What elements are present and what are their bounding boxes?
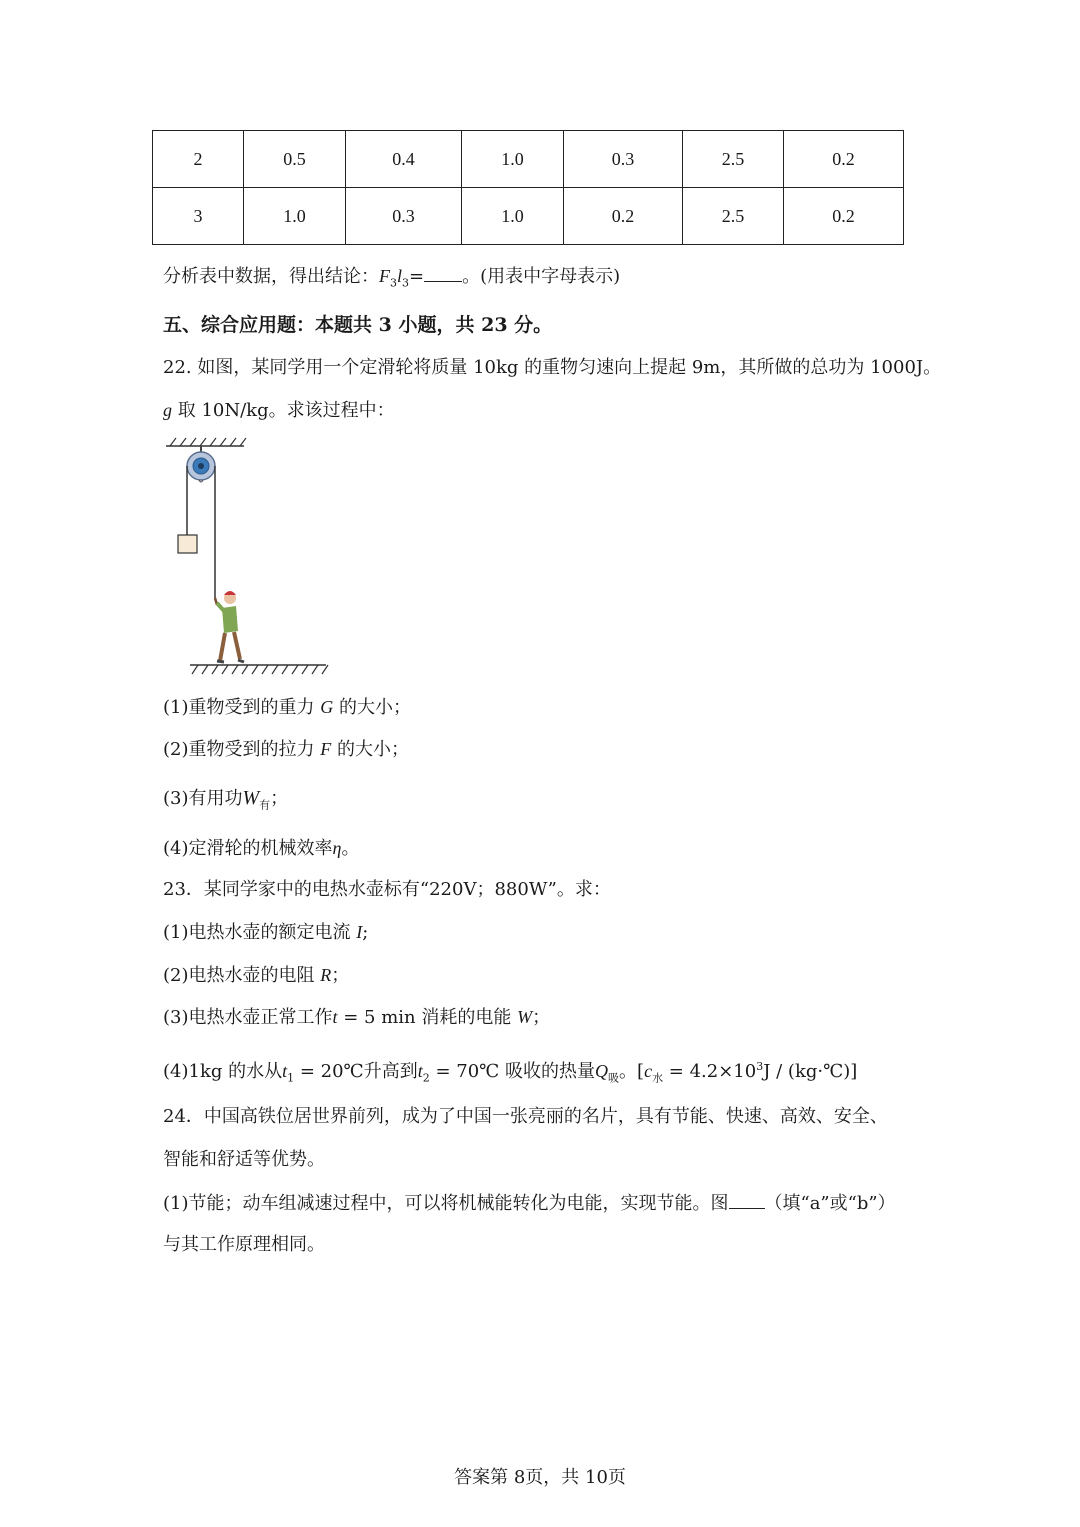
q22-stem-line2: g 取 10N/kg。求该过程中： [163, 400, 395, 421]
table-cell: 1.0 [244, 188, 346, 245]
q24-stem-line1: 24．中国高铁位居世界前列，成为了中国一张亮丽的名片，具有节能、快速、高效、安全、 [163, 1106, 888, 1127]
q22-part3: (3)有用功$W_有$； [163, 787, 289, 812]
section-title: 五、综合应用题：本题共 3 小题，共 23 分。 [163, 314, 553, 336]
table-cell: 2 [153, 131, 244, 188]
table-cell: 0.2 [564, 188, 683, 245]
data-table [152, 130, 904, 245]
q22-part1: (1)重物受到的重力 G 的大小； [163, 697, 411, 718]
q22-part2: (2)重物受到的拉力 F 的大小； [163, 739, 409, 760]
q22-part4: (4)定滑轮的机械效率η。 [163, 838, 360, 859]
table-row [153, 131, 904, 188]
table-cell: 2.5 [683, 188, 784, 245]
q23-part3: (3)电热水壶正常工作t = 5 min 消耗的电能 W； [163, 1007, 551, 1028]
q23-part2: (2)电热水壶的电阻 R； [163, 965, 350, 986]
table-cell: 0.3 [346, 188, 462, 245]
page-footer: 答案第 8页，共 10页 [454, 1467, 626, 1488]
answer-blank [729, 1190, 765, 1209]
table-cell: 0.2 [784, 131, 904, 188]
q23-part4: (4)1kg 的水从$t_1$ = 20℃升高到$t_2$ = 70℃ 吸收的热量$Q_吸$。[$c_水 = 4.2\times 10^3J$ / (kg·℃)] [163, 1060, 858, 1085]
table-cell: 2.5 [683, 131, 784, 188]
q24-part1: (1)节能；动车组减速过程中，可以将机械能转化为电能，实现节能。图 （填“a”或“b”） [163, 1190, 896, 1216]
table-cell: 1.0 [462, 131, 564, 188]
q24-stem-line2: 智能和舒适等优势。 [163, 1149, 325, 1170]
table-row [153, 188, 904, 245]
table-cell: 0.4 [346, 131, 462, 188]
table-cell: 0.3 [564, 131, 683, 188]
table-cell: 0.5 [244, 131, 346, 188]
table-cell: 0.2 [784, 188, 904, 245]
q22-stem-line1: 22. 如图，某同学用一个定滑轮将质量 10kg 的重物匀速向上提起 9m，其所做的总功为 1000J。 [163, 357, 942, 378]
conclusion-line: 分析表中数据，得出结论：$F_3l_3=$ 。(用表中字母表示) [163, 263, 620, 296]
table-cell: 1.0 [462, 188, 564, 245]
pulley-diagram [158, 433, 333, 678]
q24-part1-cont: 与其工作原理相同。 [163, 1234, 325, 1255]
table-cell: 3 [153, 188, 244, 245]
answer-blank [424, 263, 462, 282]
q23-stem: 23．某同学家中的电热水壶标有“220V；880W”。求： [163, 879, 611, 900]
weight-block [178, 535, 197, 553]
q23-part1: (1)电热水壶的额定电流 I; [163, 922, 369, 943]
person-icon [215, 591, 244, 662]
pulley-figure [158, 433, 333, 678]
